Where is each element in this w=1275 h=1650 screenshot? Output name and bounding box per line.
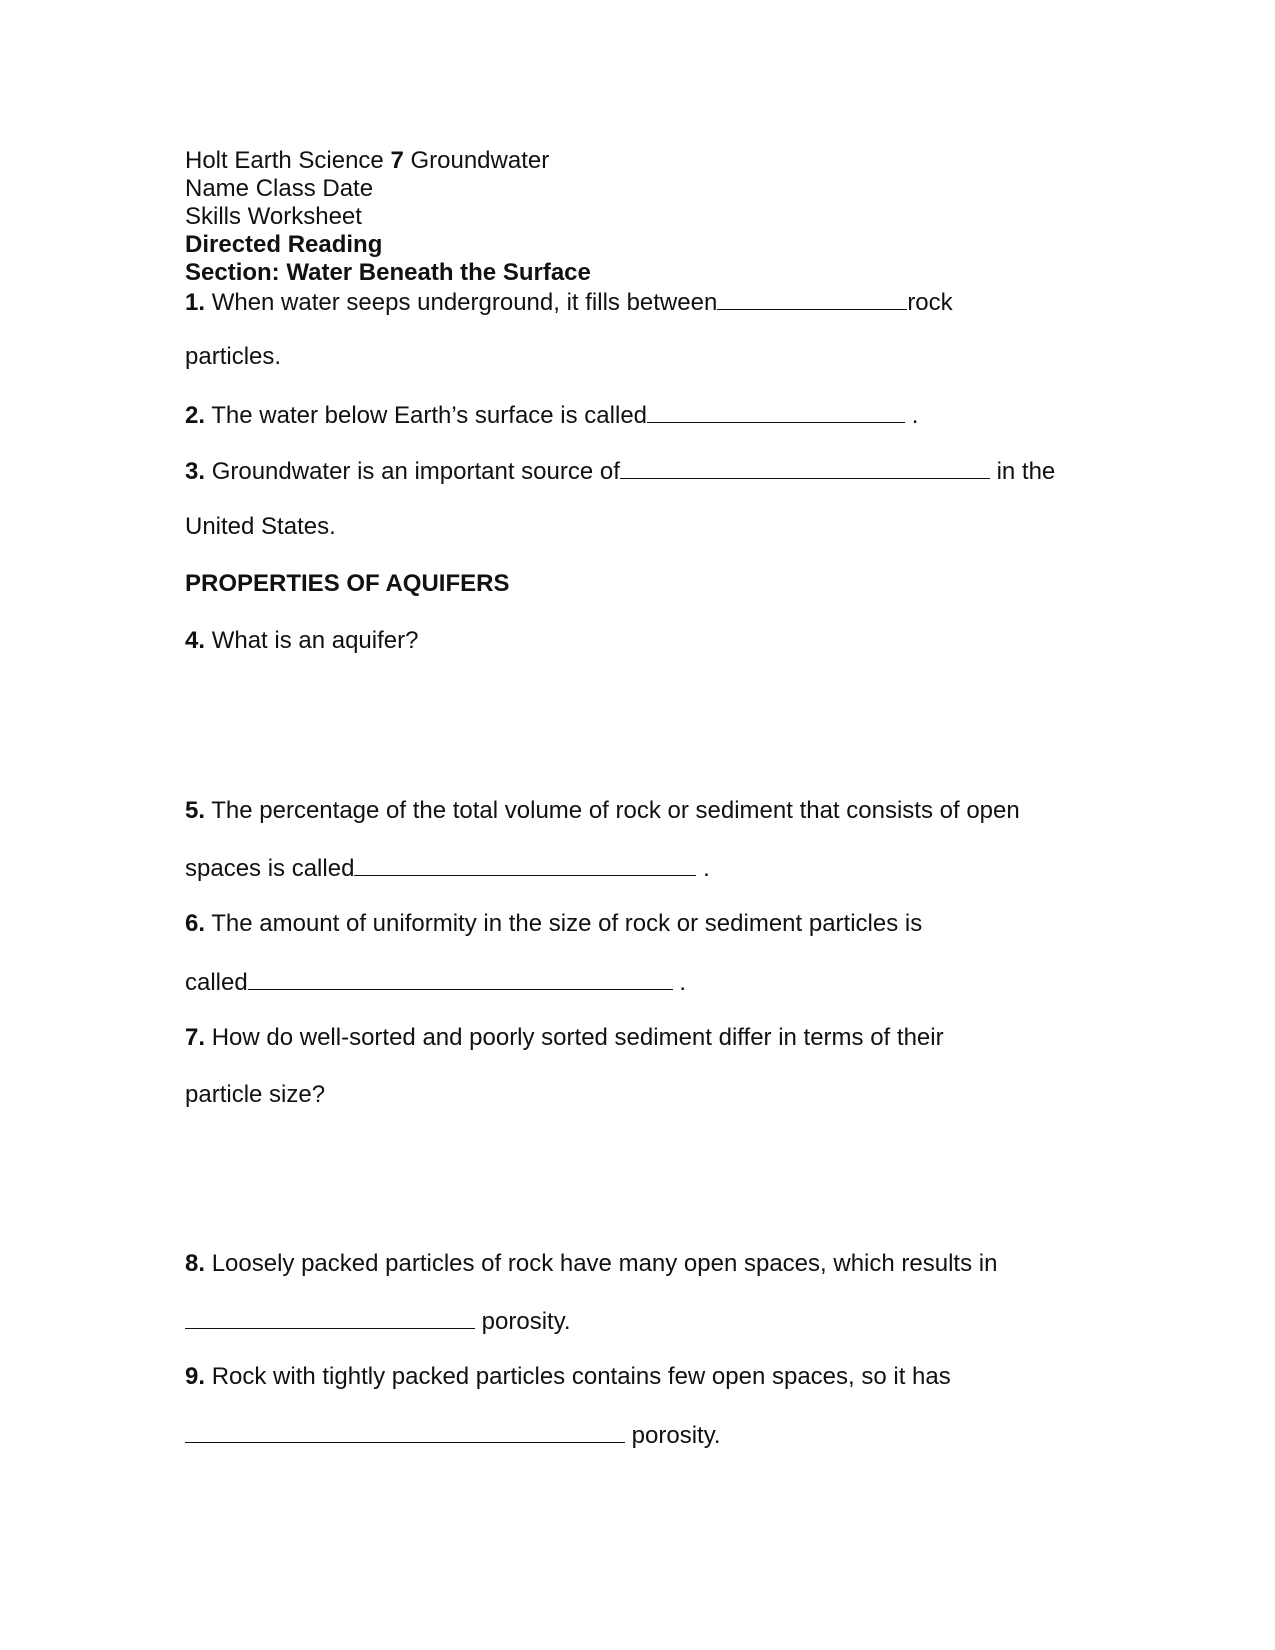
- question-3: [185, 456, 1055, 486]
- question-6-continued: [185, 967, 686, 997]
- question-9: [185, 1363, 951, 1391]
- question-number: 6.: [185, 910, 206, 937]
- question-end: in the: [996, 458, 1056, 485]
- question-end: .: [703, 855, 710, 882]
- answer-blank[interactable]: [185, 1420, 625, 1443]
- book-title: Holt Earth Science: [185, 147, 384, 174]
- answer-blank[interactable]: [620, 456, 990, 479]
- worksheet-heading: Directed Reading: [185, 231, 383, 258]
- question-number: 4.: [185, 627, 206, 654]
- question-text: The water below Earth’s surface is called: [211, 402, 648, 429]
- question-number: 2.: [185, 402, 206, 429]
- question-number: 3.: [185, 458, 206, 485]
- chapter-number: 7: [390, 147, 404, 174]
- question-6: [185, 910, 922, 938]
- question-text: How do well-sorted and poorly sorted sediment differ in terms of their: [211, 1024, 944, 1051]
- question-text: When water seeps underground, it fills between: [211, 289, 718, 316]
- question-1-continued: particles.: [185, 343, 282, 370]
- question-text-end: rock: [907, 289, 953, 316]
- question-text: Groundwater is an important source of: [211, 458, 620, 485]
- name-class-date: Name Class Date: [185, 175, 374, 202]
- question-4: [185, 627, 418, 655]
- answer-blank[interactable]: [185, 1306, 475, 1329]
- question-2: [185, 400, 918, 430]
- question-number: 7.: [185, 1024, 206, 1051]
- question-end: porosity.: [481, 1308, 571, 1335]
- question-number: 8.: [185, 1250, 206, 1277]
- answer-blank[interactable]: [354, 853, 696, 876]
- question-8-continued: [185, 1306, 571, 1336]
- question-3-continued: United States.: [185, 513, 336, 540]
- question-number: 9.: [185, 1363, 206, 1390]
- worksheet-title-line: [185, 147, 549, 175]
- question-text: The amount of uniformity in the size of rock or sediment particles is: [211, 910, 923, 937]
- question-end: .: [679, 969, 687, 996]
- question-text: spaces is called: [185, 855, 355, 882]
- question-end: porosity.: [631, 1422, 721, 1449]
- answer-blank[interactable]: [248, 967, 673, 990]
- question-5: [185, 797, 1020, 825]
- question-text: called: [185, 969, 248, 996]
- question-7: [185, 1024, 944, 1052]
- question-text: Rock with tightly packed particles contains few open spaces, so it has: [211, 1363, 951, 1390]
- answer-blank[interactable]: [717, 287, 907, 310]
- answer-blank[interactable]: [647, 400, 905, 423]
- question-text: The percentage of the total volume of rock or sediment that consists of open: [211, 797, 1020, 824]
- question-9-continued: [185, 1420, 721, 1450]
- question-5-continued: [185, 853, 710, 883]
- question-text: Loosely packed particles of rock have many open spaces, which results in: [211, 1250, 998, 1277]
- question-1: [185, 287, 953, 317]
- question-end: .: [911, 402, 919, 429]
- section-title: Section: Water Beneath the Surface: [185, 259, 591, 286]
- worksheet-type: Skills Worksheet: [185, 203, 362, 230]
- chapter-title: Groundwater: [410, 147, 550, 174]
- question-number: 5.: [185, 797, 206, 824]
- question-8: [185, 1250, 997, 1278]
- question-7-continued: particle size?: [185, 1081, 326, 1108]
- aquifers-heading: PROPERTIES OF AQUIFERS: [185, 570, 510, 597]
- question-number: 1.: [185, 289, 206, 316]
- question-text: What is an aquifer?: [211, 627, 419, 654]
